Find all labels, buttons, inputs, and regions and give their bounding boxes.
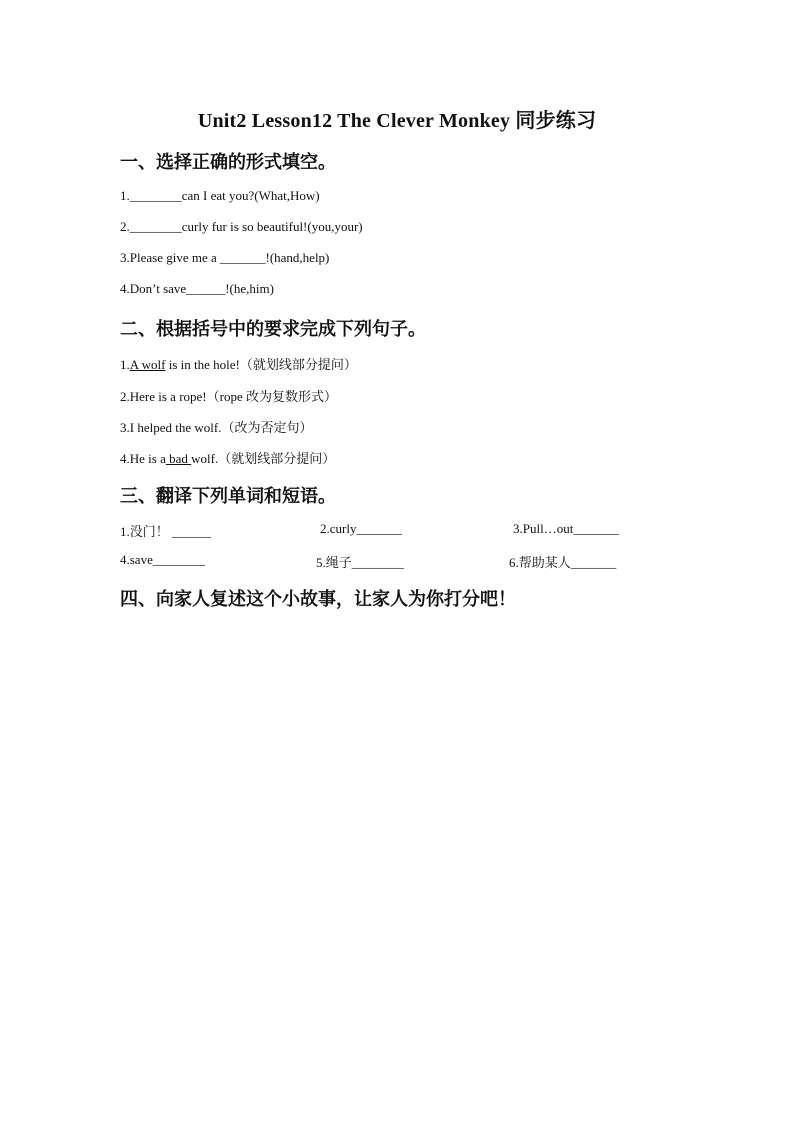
section-4-heading: 四、向家人复述这个小故事，让家人为你打分吧！: [120, 589, 516, 609]
s3-item-6: 6.帮助某人_______: [509, 555, 617, 570]
s1-question-1: 1.________can I eat you?(What,How): [120, 188, 320, 203]
page-title: Unit2 Lesson12 The Clever Monkey 同步练习: [197, 110, 597, 132]
s2-q4-underlined: bad: [165, 451, 192, 466]
s2-q1-rest: is in the hole!（就划线部分提问）: [165, 357, 357, 372]
s2-q1-prefix: 1.: [120, 357, 130, 372]
s2-question-2: 2.Here is a rope!（rope 改为复数形式）: [120, 389, 337, 404]
s2-question-4: [120, 448, 335, 467]
s1-question-3: 3.Please give me a _______!(hand,help): [120, 250, 330, 265]
s2-q4-prefix: 4.He is a: [120, 451, 166, 466]
s2-q4-rest: wolf.（就划线部分提问）: [191, 451, 336, 466]
s3-item-5: 5.绳子________: [316, 555, 404, 570]
s1-question-2: 2.________curly fur is so beautiful!(you,your): [120, 219, 363, 234]
s3-item-4: 4.save________: [120, 552, 205, 567]
s3-item-2: 2.curly_______: [320, 521, 402, 536]
s1-question-4: 4.Don’t save______!(he,him): [120, 281, 274, 296]
s3-item-3: 3.Pull…out_______: [513, 521, 619, 536]
s2-question-1: [120, 354, 357, 373]
section-2-heading: 二、根据括号中的要求完成下列句子。: [120, 319, 426, 339]
s2-question-3: 3.I helped the wolf.（改为否定句）: [120, 420, 313, 435]
section-1-heading: 一、选择正确的形式填空。: [120, 152, 336, 172]
section-3-heading: 三、翻译下列单词和短语。: [120, 486, 336, 506]
s2-q1-underlined: A wolf: [129, 357, 166, 372]
s3-item-1: 1.没门！ ______: [120, 524, 212, 539]
